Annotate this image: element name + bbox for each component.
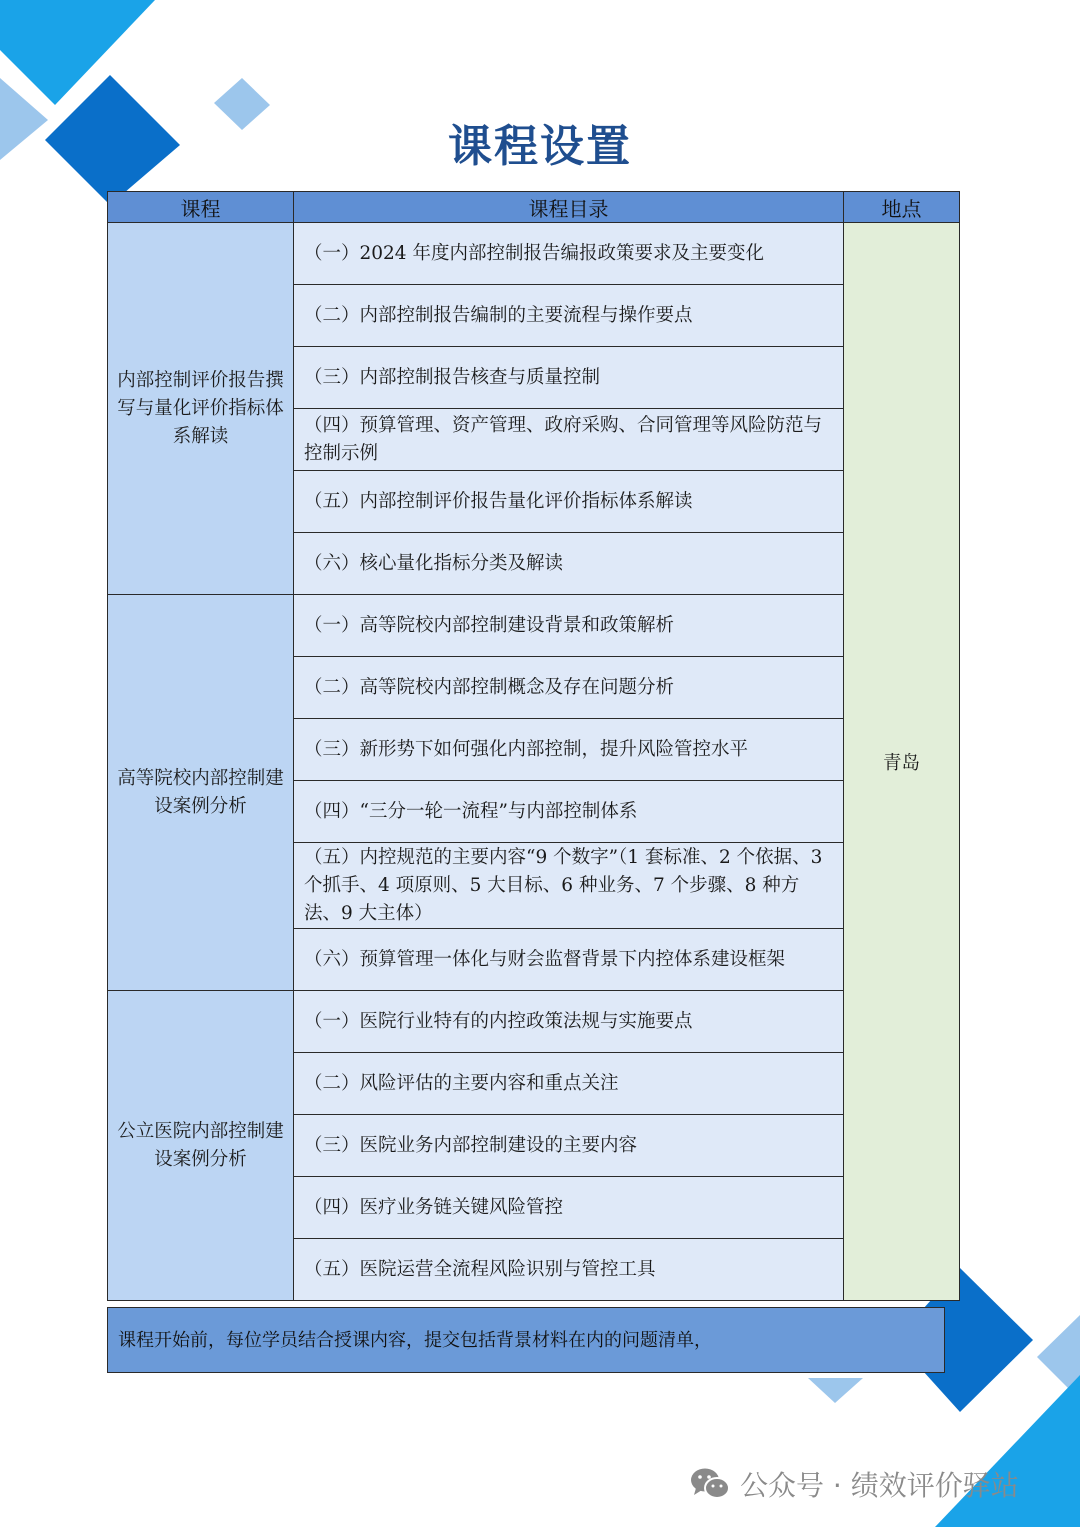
note-box: 课程开始前，每位学员结合授课内容，提交包括背景材料在内的问题清单， — [107, 1307, 945, 1373]
location-cell: 青岛 — [844, 223, 960, 1301]
header-course: 课程 — [108, 192, 294, 223]
course-item: （六）预算管理一体化与财会监督背景下内控体系建设框架 — [294, 929, 844, 991]
course-name: 公立医院内部控制建设案例分析 — [108, 991, 294, 1301]
course-item: （二）内部控制报告编制的主要流程与操作要点 — [294, 285, 844, 347]
header-location: 地点 — [844, 192, 960, 223]
course-item: （五）内控规范的主要内容“9 个数字”（1 套标准、2 个依据、3 个抓手、4 项原则、5 大目标、6 种业务、7 个步骤、8 种方法、9 大主体） — [294, 843, 844, 929]
course-name: 内部控制评价报告撰写与量化评价指标体系解读 — [108, 223, 294, 595]
course-item: （四）医疗业务链关键风险管控 — [294, 1177, 844, 1239]
course-item: （三）内部控制报告核查与质量控制 — [294, 347, 844, 409]
course-table — [107, 191, 960, 1301]
table-header-row — [108, 192, 960, 223]
wechat-icon — [690, 1467, 730, 1501]
table-row — [108, 223, 960, 285]
course-item: （一）医院行业特有的内控政策法规与实施要点 — [294, 991, 844, 1053]
page-title: 课程设置 — [448, 121, 632, 172]
course-item: （四）预算管理、资产管理、政府采购、合同管理等风险防范与控制示例 — [294, 409, 844, 471]
course-name: 高等院校内部控制建设案例分析 — [108, 595, 294, 991]
course-item: （三）新形势下如何强化内部控制，提升风险管控水平 — [294, 719, 844, 781]
course-item: （六）核心量化指标分类及解读 — [294, 533, 844, 595]
table-row — [108, 991, 960, 1053]
course-item: （三）医院业务内部控制建设的主要内容 — [294, 1115, 844, 1177]
course-item: （一）高等院校内部控制建设背景和政策解析 — [294, 595, 844, 657]
course-item: （五）内部控制评价报告量化评价指标体系解读 — [294, 471, 844, 533]
header-contents: 课程目录 — [294, 192, 844, 223]
top-left-decoration — [0, 0, 300, 210]
course-item: （二）高等院校内部控制概念及存在问题分析 — [294, 657, 844, 719]
watermark — [690, 1462, 1019, 1506]
table-row — [108, 595, 960, 657]
course-item: （二）风险评估的主要内容和重点关注 — [294, 1053, 844, 1115]
course-item: （四）“三分一轮一流程”与内部控制体系 — [294, 781, 844, 843]
watermark-text: 公众号 · 绩效评价驿站 — [740, 1469, 1019, 1502]
course-item: （一）2024 年度内部控制报告编报政策要求及主要变化 — [294, 223, 844, 285]
course-item: （五）医院运营全流程风险识别与管控工具 — [294, 1239, 844, 1301]
